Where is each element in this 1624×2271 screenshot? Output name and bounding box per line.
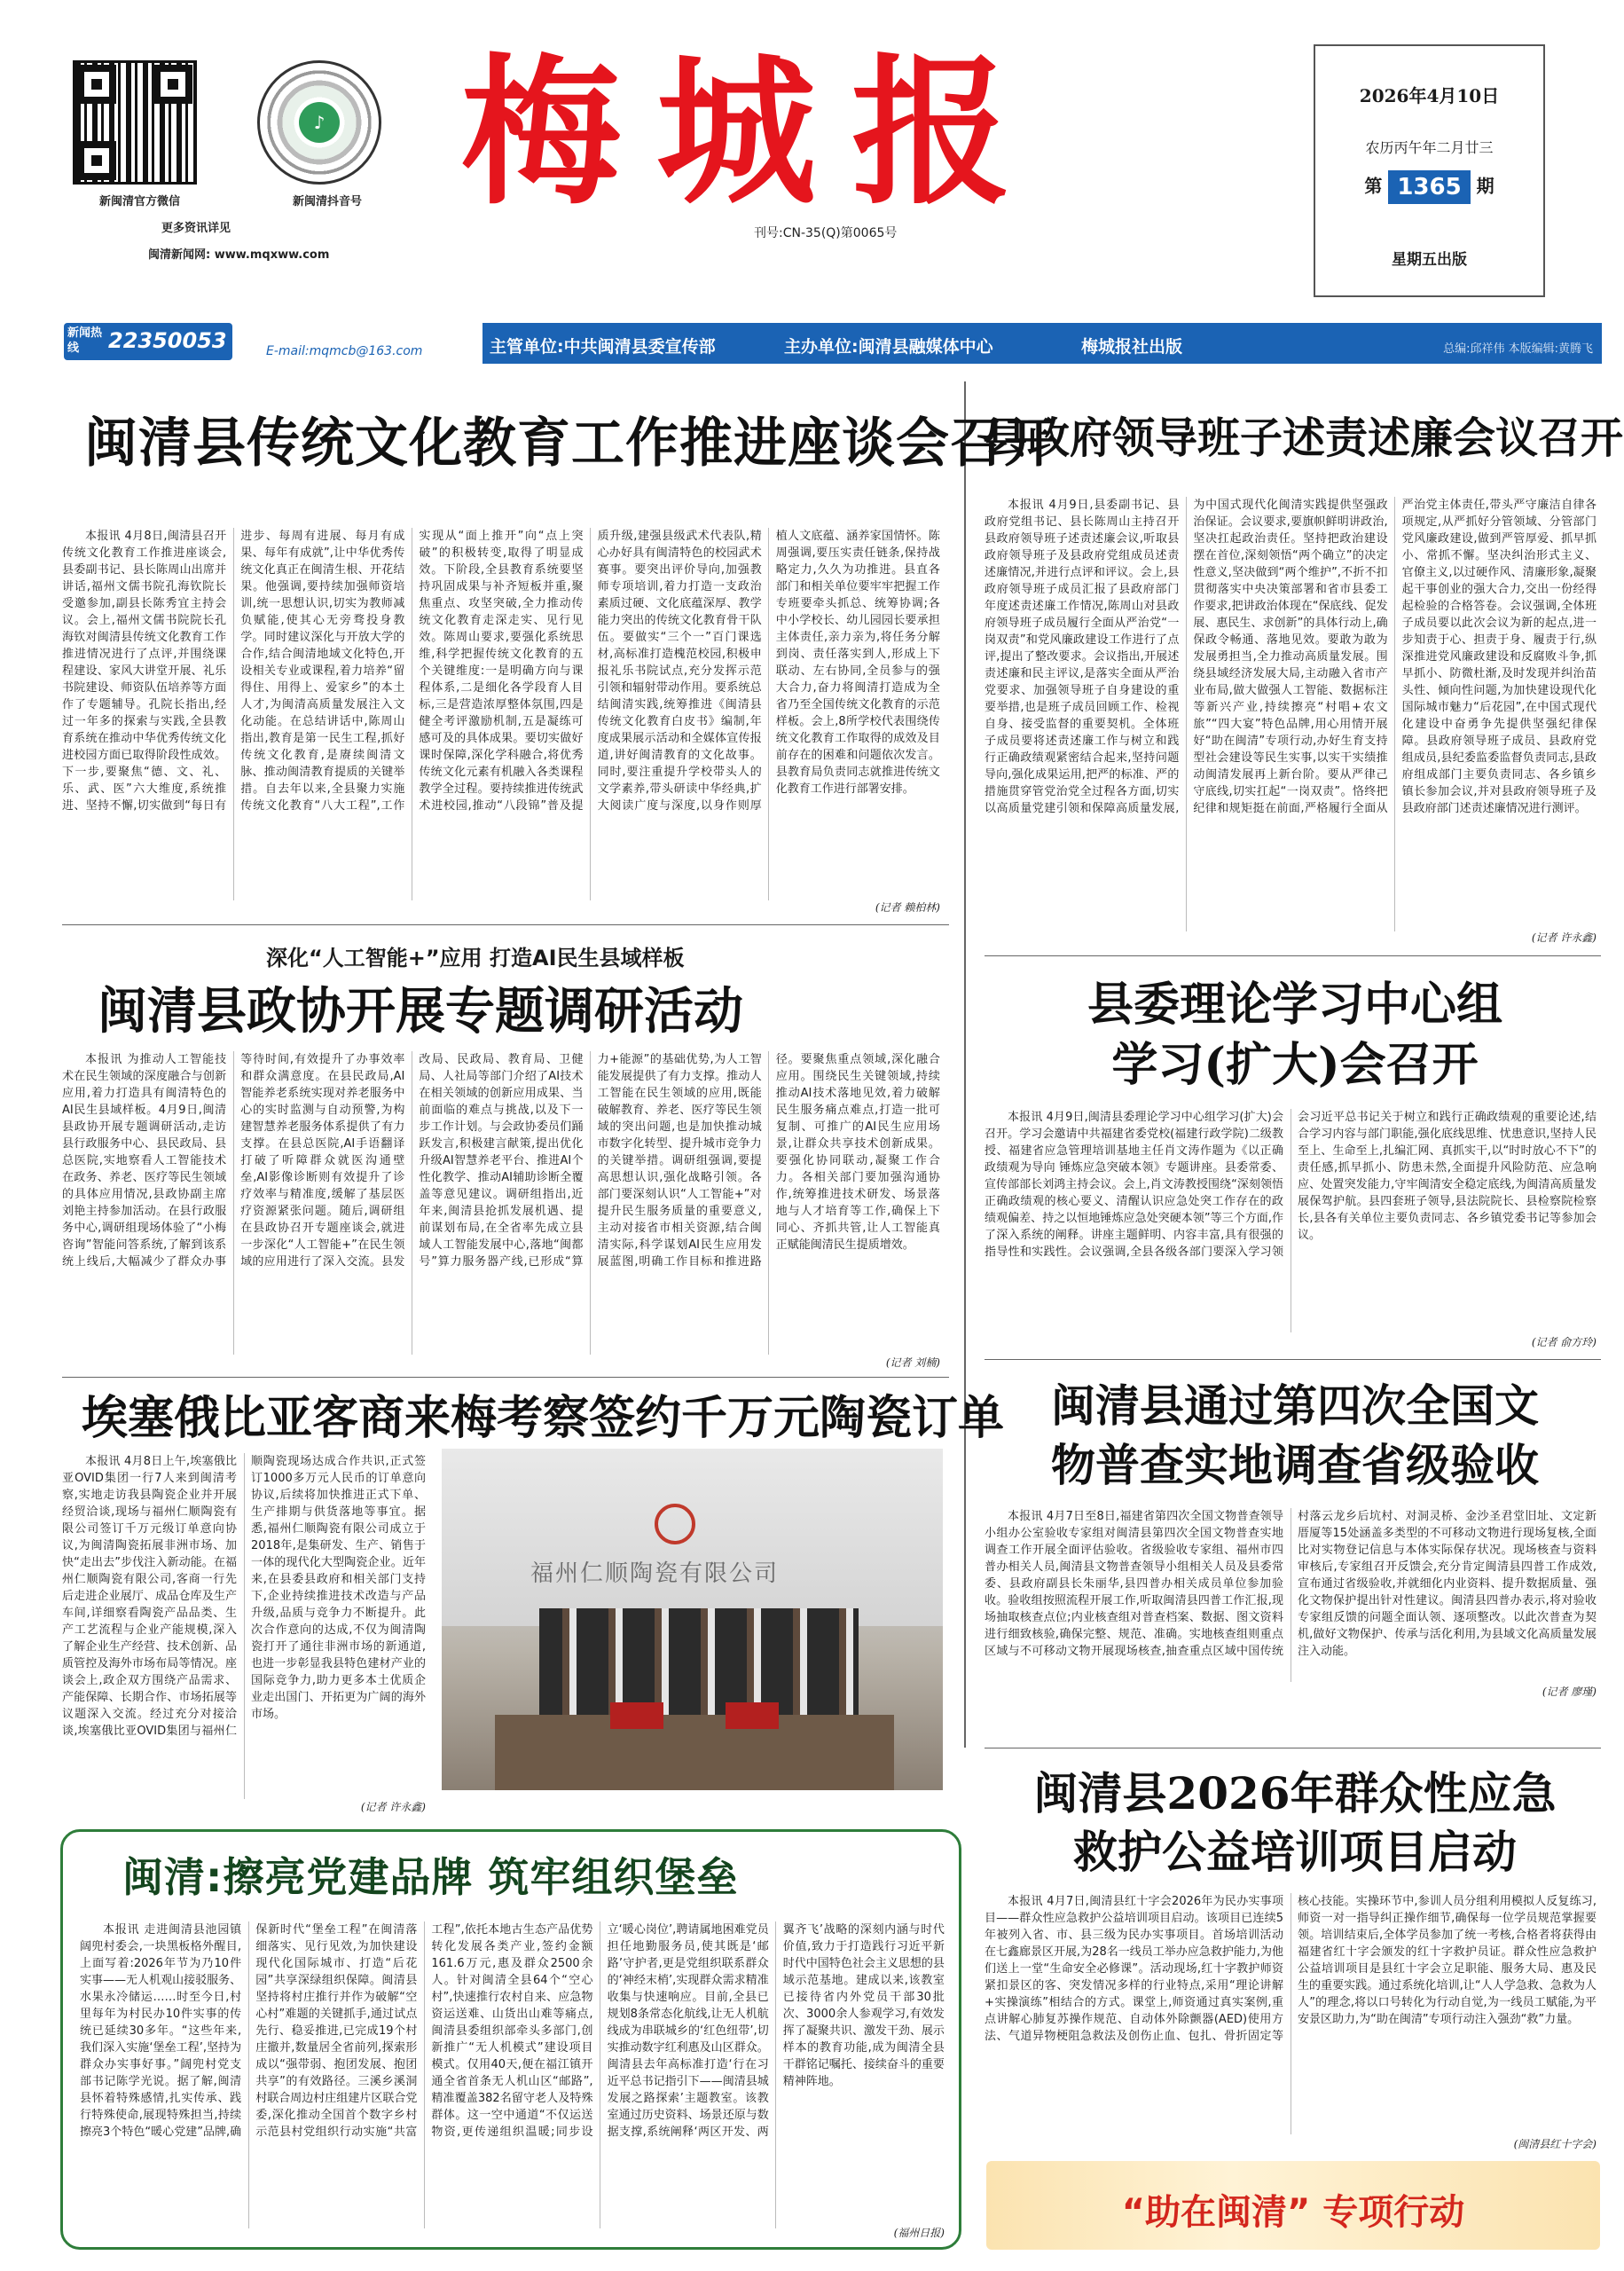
date-lunar: 农历丙午年二月廿三 (1365, 139, 1494, 156)
masthead-title: 梅城报 (461, 39, 1047, 226)
kicker-ai: 深化“人工智能+”应用 打造AI民生县域样板 (266, 946, 685, 970)
special-action-banner[interactable] (986, 2161, 1600, 2250)
date-gregorian: 2026年4月10日 (1359, 85, 1500, 106)
email-address[interactable]: E-mail:mqmcb@163.com (266, 344, 423, 358)
byline-a2: (记者 刘楠) (885, 1356, 940, 1369)
photo-wall (442, 1449, 943, 1626)
red-folder (610, 1702, 663, 1729)
douyin-caption: 新闽清抖音号 (293, 195, 363, 208)
headline-relics-survey-l1: 闽清县通过第四次全国文 (1051, 1379, 1539, 1432)
wechat-caption: 新闽清官方微信 (99, 195, 181, 208)
editors-credit: 总编:邱祥伟 本版编辑:黄腾飞 (1443, 342, 1593, 356)
signing-photo (442, 1449, 943, 1790)
byline-b1: (记者 许永鑫) (1531, 931, 1597, 944)
issue-prefix: 第 (1364, 175, 1383, 197)
article-text: 本报讯 走进闽清县池园镇阔兜村委会,一块黑板格外醒目,上面写着:2026年节为乃10件实事——无人机观山接驳服务、水果永冷储运……时至今日,村里每年为村民办10件实事的传统已延续30多年。“这些年来,我们深入实施‘堡垒工程’,坚持为群众办实事好事。”阔兜村党支部书记陈学光说。据了解,闽清县怀着特殊感情,扎实传承、践行特殊使命,展现特殊担当,持续擦亮3个特色“暖心党建”品牌,确保新时代“堡垒工程”在闽清落细落实、见行见效,为加快建设现代化国际城市、打造“后花园”共享深绿组织保障。闽清县坚持将村庄推行并作为破解“空心村”难题的关键抓手,通过试点先行、稳妥推进,已完成19个村庄撤并,数量居全省前列,探索形成以“强带弱、抱团发展、抱团共享”的有效路径。三溪乡溪洞村联合周边村庄组建片区联合党委,深化推动全国首个数字乡村示范县村党组织行动实施“共富工程”,依托本地古生态产品优势转化发展各类产业,签约金额161.6万元,惠及群众2500余人。针对闽清全县64个“空心村”,快速推行农村自来、应急物资运送难、山货出山难等痛点,闽清县委组织部牵头多部门,创新推广“无人机模式”建设项目模式。仅用40天,便在福江镇开通全省首条无人机山区“邮路”,精准覆盖382名留守老人及特殊群体。这一空中通道“不仅运送物资,更传递组织温暖;同步设立‘暖心岗位’,聘请属地困难党员担任地勤服务员,使其既是‘邮路’守护者,更是党组织联系群众的‘神经末梢’,实现群众需求精准收集与快速响应。目前,全县已规划8条常态化航线,让无人机航线成为串联城乡的‘红色纽带’,切实推动数字红利惠及山区群众。闽清县去年高标准打造‘行在习近平总书记指引下——闽清县城发展之路探索’主题教室。该教室通过历史资料、场景还原与数据支撑,系统阐释‘两区开发、两翼齐飞’战略的深刻内涵与时代价值,致力于打造践行习近平新时代中国特色社会主义思想的县域示范基地。建成以来,该教室已接待省内外党员干部30批次、3000余人参观学习,有效发挥了凝聚共识、激发干劲、展示样本的教育功能,成为闽清全县干群铭记嘱托、接续奋斗的重要精神阵地。 (80, 1923, 945, 2139)
divider (985, 955, 1601, 956)
article-text: 本报讯 4月9日,闽清县委理论学习中心组学习(扩大)会召开。学习会邀请中共福建省委党校(福建行政学院)二级教授、福建省应急管理培训基地主任肖文涛作题为《以正确政绩观为导向 锤炼应急突破本领》专题讲座。县委常委、宣传部部长刘鸿主持会议。会上,肖文涛教授围绕“深刻领悟正确政绩观的核心要义、清醒认识应急处突工作存在的政绩观偏差、持之以恒地锤炼应急处突硬本领”等三个方面,作了深入系统的阐释。讲座主题鲜明、内容丰富,具有很强的指导性和实践性。会议强调,全县各级各部门要深入学习领会习近平总书记关于树立和践行正确政绩观的重要论述,结合学习内容与部门职能,强化底线思维、忧患意识,坚持人民至上、生命至上,扎编汇网、真抓实干,以“时时放心不下”的责任感,抓早抓小、防患未然,全面提升风险防范、应急响应、处置突发能力,守牢闽清安全稳定底线,为闽清高质量发展保驾护航。县四套班子领导,县法院院长、县检察院检察长,县各有关单位主要负责同志、各乡镇党委书记等参加会议。 (985, 1111, 1597, 1259)
sponsor-supervisor: 主管单位:中共闽清县委宣传部 (490, 337, 716, 357)
divider (985, 1359, 1601, 1360)
sponsor-host: 主办单位:闽清县融媒体中心 (784, 337, 993, 357)
headline-theory-study-l1: 县委理论学习中心组 (1087, 978, 1502, 1032)
headline-first-aid-l1: 闽清县2026年群众性应急 (1033, 1767, 1557, 1819)
photo-company-sign: 福州仁顺陶瓷有限公司 (530, 1560, 780, 1587)
date-weekday: 星期五出版 (1392, 251, 1467, 269)
article-ethiopia-ceramics-left (62, 1453, 426, 1799)
article-text: 本报讯 4月9日,县委副书记、县政府党组书记、县长陈周山主持召开县政府领导班子述责述廉会议,听取县政府领导班子及县政府党组成员述责述廉情况,并进行点评和评议。会上,县政府领导班子成员汇报了县政府部门年度述责述廉工作情况,陈周山对县政府领导班子成员履行全面从严治党“一岗双责”和党风廉政建设工作进行了点评,提出了整改要求。会议指出,开展述责述廉和民主评议,是落实全面从严治党要求、加强领导班子自身建设的重要举措,也是班子成员回顾工作、检视自身、接受监督的重要契机。全体班子成员要将述责述廉工作与树立和践行正确政绩观紧密结合起来,坚持问题导向,强化成果运用,把严的标准、严的措施贯穿管党治党全过程各方面,切实以高质量党建引领和保障高质量发展,为中国式现代化闽清实践提供坚强政治保证。会议要求,要旗帜鲜明讲政治,坚决扛起政治责任。坚持把政治建设摆在首位,深刻领悟“两个确立”的决定性意义,坚决做到“两个维护”,不折不扣贯彻落实中央决策部署和省市县委工作要求,把讲政治体现在“保底线、促发展、惠民生、求创新”的具体行动上,确保政令畅通、落地见效。要敢为敢为发展勇担当,全力推动高质量发展。围绕县域经济发展大局,主动融入省市产业布局,做大做强人工智能、数据标注等新兴产业,持续擦亮“村唱+农文旅”“四大宴”特色品牌,用心用情开展好“助在闽清”专项行动,办好生育支持型社会建设等民生实事,以实干实绩推动闽清发展再上新台阶。要从严律己守底线,切实扛起“一岗双责”。恪终把纪律和规矩挺在前面,严格履行全面从严治党主体责任,带头严守廉洁自律各项规定,从严抓好分管领域、分管部门党风廉政建设,做到严管厚爱、抓早抓小、常抓不懈。坚决纠治形式主义、官僚主义,以过硬作风、清廉形象,凝聚起干事创业的强大合力,交出一份经得起检验的合格答卷。会议强调,全体班子成员要以此次会议为新的起点,进一步知责于心、担责于身、履责于行,纵深推进党风廉政建设和反腐败斗争,抓早抓小、防微杜渐,及时发现并纠治苗头性、倾向性问题,为加快建设现代化国际城市魅力“后花园”,在中国式现代化建设中奋勇争先提供坚强纪律保障。县政府领导班子成员、县政府党组成员,县纪委监委监督负责同志,县政府组成部门主要负责同志、各乡镇乡镇长参加会议,并对县政府领导班子及县政府部门述责述廉情况进行测评。 (985, 499, 1597, 815)
article-culture-education (62, 528, 940, 900)
article-relics-survey (985, 1508, 1597, 1682)
signing-table (495, 1715, 894, 1790)
sponsor-band (482, 323, 1602, 364)
hotline-number: 22350053 (108, 328, 227, 353)
article-text: 本报讯 为推动人工智能技术在民生领域的深度融合与创新应用,着力打造具有闽清特色的AI民生县域样板。4月9日,闽清县政协开展专题调研活动,走访县行政服务中心、县民政局、县总医院,实地察看人工智能技术在政务、养老、医疗等民生领域的具体应用情况,县政协副主席刘艳主持参加活动。在县行政服务中心,调研组现场体验了“小梅咨询”智能问答系统,了解到该系统上线后,大幅减少了群众办事等待时间,有效提升了办事效率和群众满意度。在县民政局,AI智能养老系统实现对养老服务中心的实时监测与自动预警,为构建智慧养老服务体系提供了有力支撑。在县总医院,AI手语翻译打破了听障群众就医沟通壁垒,AI影像诊断则有效提升了诊疗效率与精准度,缓解了基层医疗资源紧张问题。随后,调研组在县政协召开专题座谈会,就进一步深化“人工智能+”在民生领域的应用进行了深入交流。县发改局、民政局、教育局、卫健局、人社局等部门介绍了AI技术在相关领域的创新应用成果、当前面临的难点与挑战,以及下一步工作计划。与会政协委员们踊跃发言,积极建言献策,提出优化升级AI智慧养老平台、推进AI个性化教学、推动AI辅助诊断全覆盖等意见建议。调研组指出,近年来,闽清县抢抓发展机遇、提前谋划布局,在全省率先成立县域人工智能发展中心,落地“闽都号”算力服务器产线,已形成“算力+能源”的基础优势,为人工智能发展提供了有力支撑。推动人工智能在民生领域的应用,既能破解教育、养老、医疗等民生领域的突出问题,也是加快推动城市数字化转型、提升城市竞争力的关键举措。调研组强调,要提高思想认识,强化战略引领。各部门要深刻认识“人工智能+”对提升民生服务质量的重要意义,主动对接省市相关资源,结合闽清实际,科学谋划AI民生应用发展蓝图,明确工作目标和推进路径。要聚焦重点领域,深化融合应用。围绕民生关键领域,持续推动AI技术落地见效,着力破解民生服务痛点难点,打造一批可复制、可推广的AI民生应用场景,让群众共享技术创新成果。要强化协同联动,凝聚工作合力。各相关部门要加强沟通协作,统筹推进技术研发、场景落地与人才培育等工作,确保上下同心、齐抓共管,让人工智能真正赋能闽清民生提质增效。 (62, 1053, 940, 1269)
article-text: 本报讯 4月7日至8日,福建省第四次全国文物普查领导小组办公室验收专家组对闽清县第四次全国文物普查实地调查工作开展全面评估验收。省级验收专家组、福州市四普办相关人员,闽清县文物普查领导小组相关人员及县委常委、县政府副县长朱丽华,县四普办相关成员单位参加验收。验收组按照流程开展工作,听取闽清县四普工作汇报,现场抽取核查点位;内业核查组对普查档案、数据、图文资料进行细致核验,确保完整、规范、准确。实地核查组则重点区域与不可移动文物开展现场核查,抽查重点区域中国传统村落云龙乡后坑村、对洞灵桥、金沙圣君堂旧址、文定新厝厦等15处涵盖多类型的不可移动文物进行现场复核,全面比对实物登记信息与本体实际保存状况。现场核查与资料审核后,专家组召开反馈会,充分肯定闽清县四普工作成效,宣布通过省级验收,并就细化内业资料、提升数据质量、强化文物保护提出针对性建议。闽清县四普办表示,将对验收专家组反馈的问题全面认领、逐项整改。以此次普查为契机,做好文物保护、传承与活化利用,为县域文化高质量发展注入动能。 (985, 1510, 1597, 1658)
headline-accountability: 县政府领导班子述责述廉会议召开 (985, 413, 1624, 463)
special-action-text: “助在闽清” 专项行动 (1121, 2192, 1465, 2233)
article-first-aid (985, 1893, 1597, 2134)
issn-code: 刊号:CN-35(Q)第0065号 (754, 226, 898, 240)
douyin-logo-icon: ♪ (299, 102, 340, 143)
headline-cppcc-research: 闽清县政协开展专题调研活动 (98, 982, 743, 1041)
headline-relics-survey-l2: 物普查实地调查省级验收 (1051, 1439, 1539, 1491)
article-accountability (985, 497, 1597, 931)
article-party-building (80, 1921, 945, 2228)
byline-a3: (记者 许永鑫) (360, 1801, 426, 1813)
news-site-link[interactable]: 闽清新闻网: www.mqxww.com (148, 248, 330, 262)
hotline-badge[interactable] (64, 323, 232, 360)
headline-first-aid-l2: 救护公益培训项目启动 (1073, 1826, 1517, 1878)
article-text: 本报讯 4月8日,闽清县召开传统文化教育工作推进座谈会,县委副书记、县长陈周山出席并讲话,福州文儒书院孔海钦院长受邀参加,副县长陈秀宜主持会议。会上,福州文儒书院院长孔海钦对闽清县传统文化教育工作推进情况进行了点评,并围绕课程建设、家风大讲堂开展、礼乐书院建设、师资队伍培养等方面作了专题辅导。孔院长指出,经过一年多的探索与实践,全县教育系统在推动中华优秀传统文化进校园方面已取得阶段性成效。下一步,要聚焦“德、文、礼、乐、武、医”六大维度,系统推进、坚持不懈,切实做到“每日有进步、每周有进展、每月有成果、每年有成就”,让中华优秀传统文化真正在闽清生根、开花结果。他强调,要持续加强师资培训,统一思想认识,切实为教师减负赋能,使其心无旁骛投身教学。同时建议深化与开放大学的合作,结合闽清地域文化特色,开设相关专业或课程,着力培养“留得住、用得上、爱家乡”的本土人才,为闽清高质量发展注入文化动能。在总结讲话中,陈周山指出,教育是第一民生工程,抓好传统文化教育,是赓续闽清文脉、推动闽清教育提质的关键举措。自去年以来,全县聚力实施传统文化教育“八大工程”,工作实现从“面上推开”向“点上突破”的积极转变,取得了明显成效。下阶段,全县教育系统要坚持巩固成果与补齐短板并重,聚焦重点、攻坚突破,全力推动传统文化教育走深走实、见行见效。陈周山要求,要强化系统思维,科学把握传统文化教育的五个关键维度:一是明确方向与课程体系,二是细化各学段育人目标,三是营造浓厚整体氛围,四是健全考评激励机制,五是凝练可感可及的具体成果。要切实做好课时保障,深化学科融合,将优秀传统文化元素有机融入各类课程教学全过程。要持续推进传统武术进校园,推动“八段锦”普及提质升级,建强县级武术代表队,精心办好具有闽清特色的校园武术赛事。要突出评价导向,加强教师专项培训,着力打造一支政治素质过硬、文化底蕴深厚、教学能力突出的传统文化教育骨干队伍。要做实“三个一”百门课选材,高标准打造槐范校园,积极申报礼乐书院试点,充分发挥示范引领和辐射带动作用。要系统总结闽清实践,统筹推进《闽清县传统文化教育白皮书》编制,年度成果展示活动和全媒体宣传报道,讲好闽清教育的文化故事。同时,要注重提升学校带头人的文学素养,带头研读中华经典,扩大阅读广度与深度,以身作则厚植人文底蕴、涵养家国情怀。陈周强调,要压实责任链条,保持战略定力,久久为功推进。县直各部门和相关单位要牢牢把握工作专班要牵头抓总、统筹协调;各中小学校长、幼儿园园长要承担主体责任,亲力亲为,将任务分解到岗、责任落实到人,形成上下联动、左右协同,全员参与的强大合力,奋力将闽清打造成为全省乃至全国传统文化教育的示范样板。会上,8所学校代表围绕传统文化教育工作取得的成效及目前存在的困难和问题依次发言。县教育局负责同志就推进传统文化教育工作进行部署安排。 (62, 530, 940, 813)
company-logo-icon (655, 1504, 695, 1544)
divider (62, 1377, 949, 1378)
people-group (539, 1608, 859, 1715)
article-theory-study (985, 1109, 1597, 1332)
divider (62, 924, 949, 925)
byline-b4: (闽清县红十字会) (1513, 2138, 1597, 2150)
red-folder (726, 1702, 779, 1729)
headline-culture-education: 闽清县传统文化教育工作推进座谈会召开 (84, 413, 1058, 475)
douyin-qr-code[interactable] (257, 60, 381, 185)
headline-ethiopia-ceramics: 埃塞俄比亚客商来梅考察签约千万元陶瓷订单 (82, 1392, 1005, 1445)
article-text: 本报讯 4月8日上午,埃塞俄比亚OVID集团一行7人来到闽清考察,实地走访我县陶瓷企业并开展经贸洽谈,现场与福州仁顺陶瓷有限公司签订千万元级订单意向协议,为闽清陶瓷拓展非洲市场、加快“走出去”步伐注入新动能。在福州仁顺陶瓷有限公司,客商一行先后走进企业展厅、成品仓库及生产车间,详细察看陶瓷产品品类、生产工艺流程与企业产能规模,深入了解企业生产经营、技术创新、品质管控及海外市场布局等情况。座谈会上,政企双方围绕产品需求、产能保障、长期合作、市场拓展等议题深入交流。经过充分对接洽谈,埃塞俄比亚OVID集团与福州仁顺陶瓷现场达成合作共识,正式签订1000多万元人民币的订单意向协议,后续将加快推进正式下单、生产排期与供货落地等事宜。据悉,福州仁顺陶瓷有限公司成立于2018年,是集研发、生产、销售于一体的现代化大型陶瓷企业。近年来,在县委县政府和相关部门支持下,企业持续推进技术改造与产品升级,品质与竞争力不断提升。此次合作意向的达成,不仅为闽清陶瓷打开了通往非洲市场的新通道,也进一步彰显我县特色建材产业的国际竞争力,助力更多本土优质企业走出国门、开拓更为广阔的海外市场。 (62, 1455, 426, 1738)
byline-a1: (记者 赖柏林) (875, 901, 940, 914)
more-info-caption: 更多资讯详见 (161, 222, 231, 235)
date-box (1314, 44, 1545, 297)
headline-theory-study-l2: 学习(扩大)会召开 (1111, 1038, 1479, 1092)
hotline-label: 新闻热线 (67, 326, 103, 355)
headline-party-building: 闽清:擦亮党建品牌 筑牢组织堡垒 (122, 1853, 739, 1901)
wechat-qr-code[interactable] (73, 60, 197, 185)
column-divider (964, 381, 966, 1748)
issue-suffix: 期 (1476, 175, 1495, 197)
article-cppcc-research (62, 1051, 940, 1355)
publisher: 梅城报社出版 (1081, 337, 1183, 357)
byline-a4: (福州日报) (893, 2227, 945, 2239)
byline-b3: (记者 廖瑾) (1542, 1686, 1597, 1698)
issue-line (1315, 170, 1543, 204)
byline-b2: (记者 俞方玲) (1531, 1336, 1597, 1348)
issue-number: 1365 (1388, 170, 1470, 204)
article-text: 本报讯 4月7日,闽清县红十字会2026年为民办实事项目——群众性应急救护公益培训项目启动。该项目已连续5年被列入省、市、县三级为民办实事项目。首场培训活动在七鑫廊景区开展,为28名一线员工举办应急救护能力,为他们送上一堂“生命安全必修课”。活动现场,红十字教护师资紧扣景区的客、突发情况多样的行业特点,采用“理论讲解+实操演练”相结合的方式。课堂上,师资通过真实案例,重点讲解心肺复苏操作规范、自动体外除颤器(AED)使用方法、气道异物梗阻急救法及创伤止血、包扎、骨折固定等核心技能。实操环节中,参训人员分组利用模拟人反复练习,师资一对一指导纠正操作细节,确保每一位学员规范掌握要领。培训结束后,全体学员参加了统一考核,合格者将获得由福建省红十字会颁发的红十字救护员证。群众性应急救护公益培训项目是县红十字会立足职能、服务大局、惠及民生的重要实践。通过系统化培训,让“人人学急救、急救为人人”的理念,将以口号转化为行动自觉,为一线员工赋能,为平安景区助力,为“助在闽清”专项行动注入强劲“救”力量。 (985, 1895, 1597, 2043)
